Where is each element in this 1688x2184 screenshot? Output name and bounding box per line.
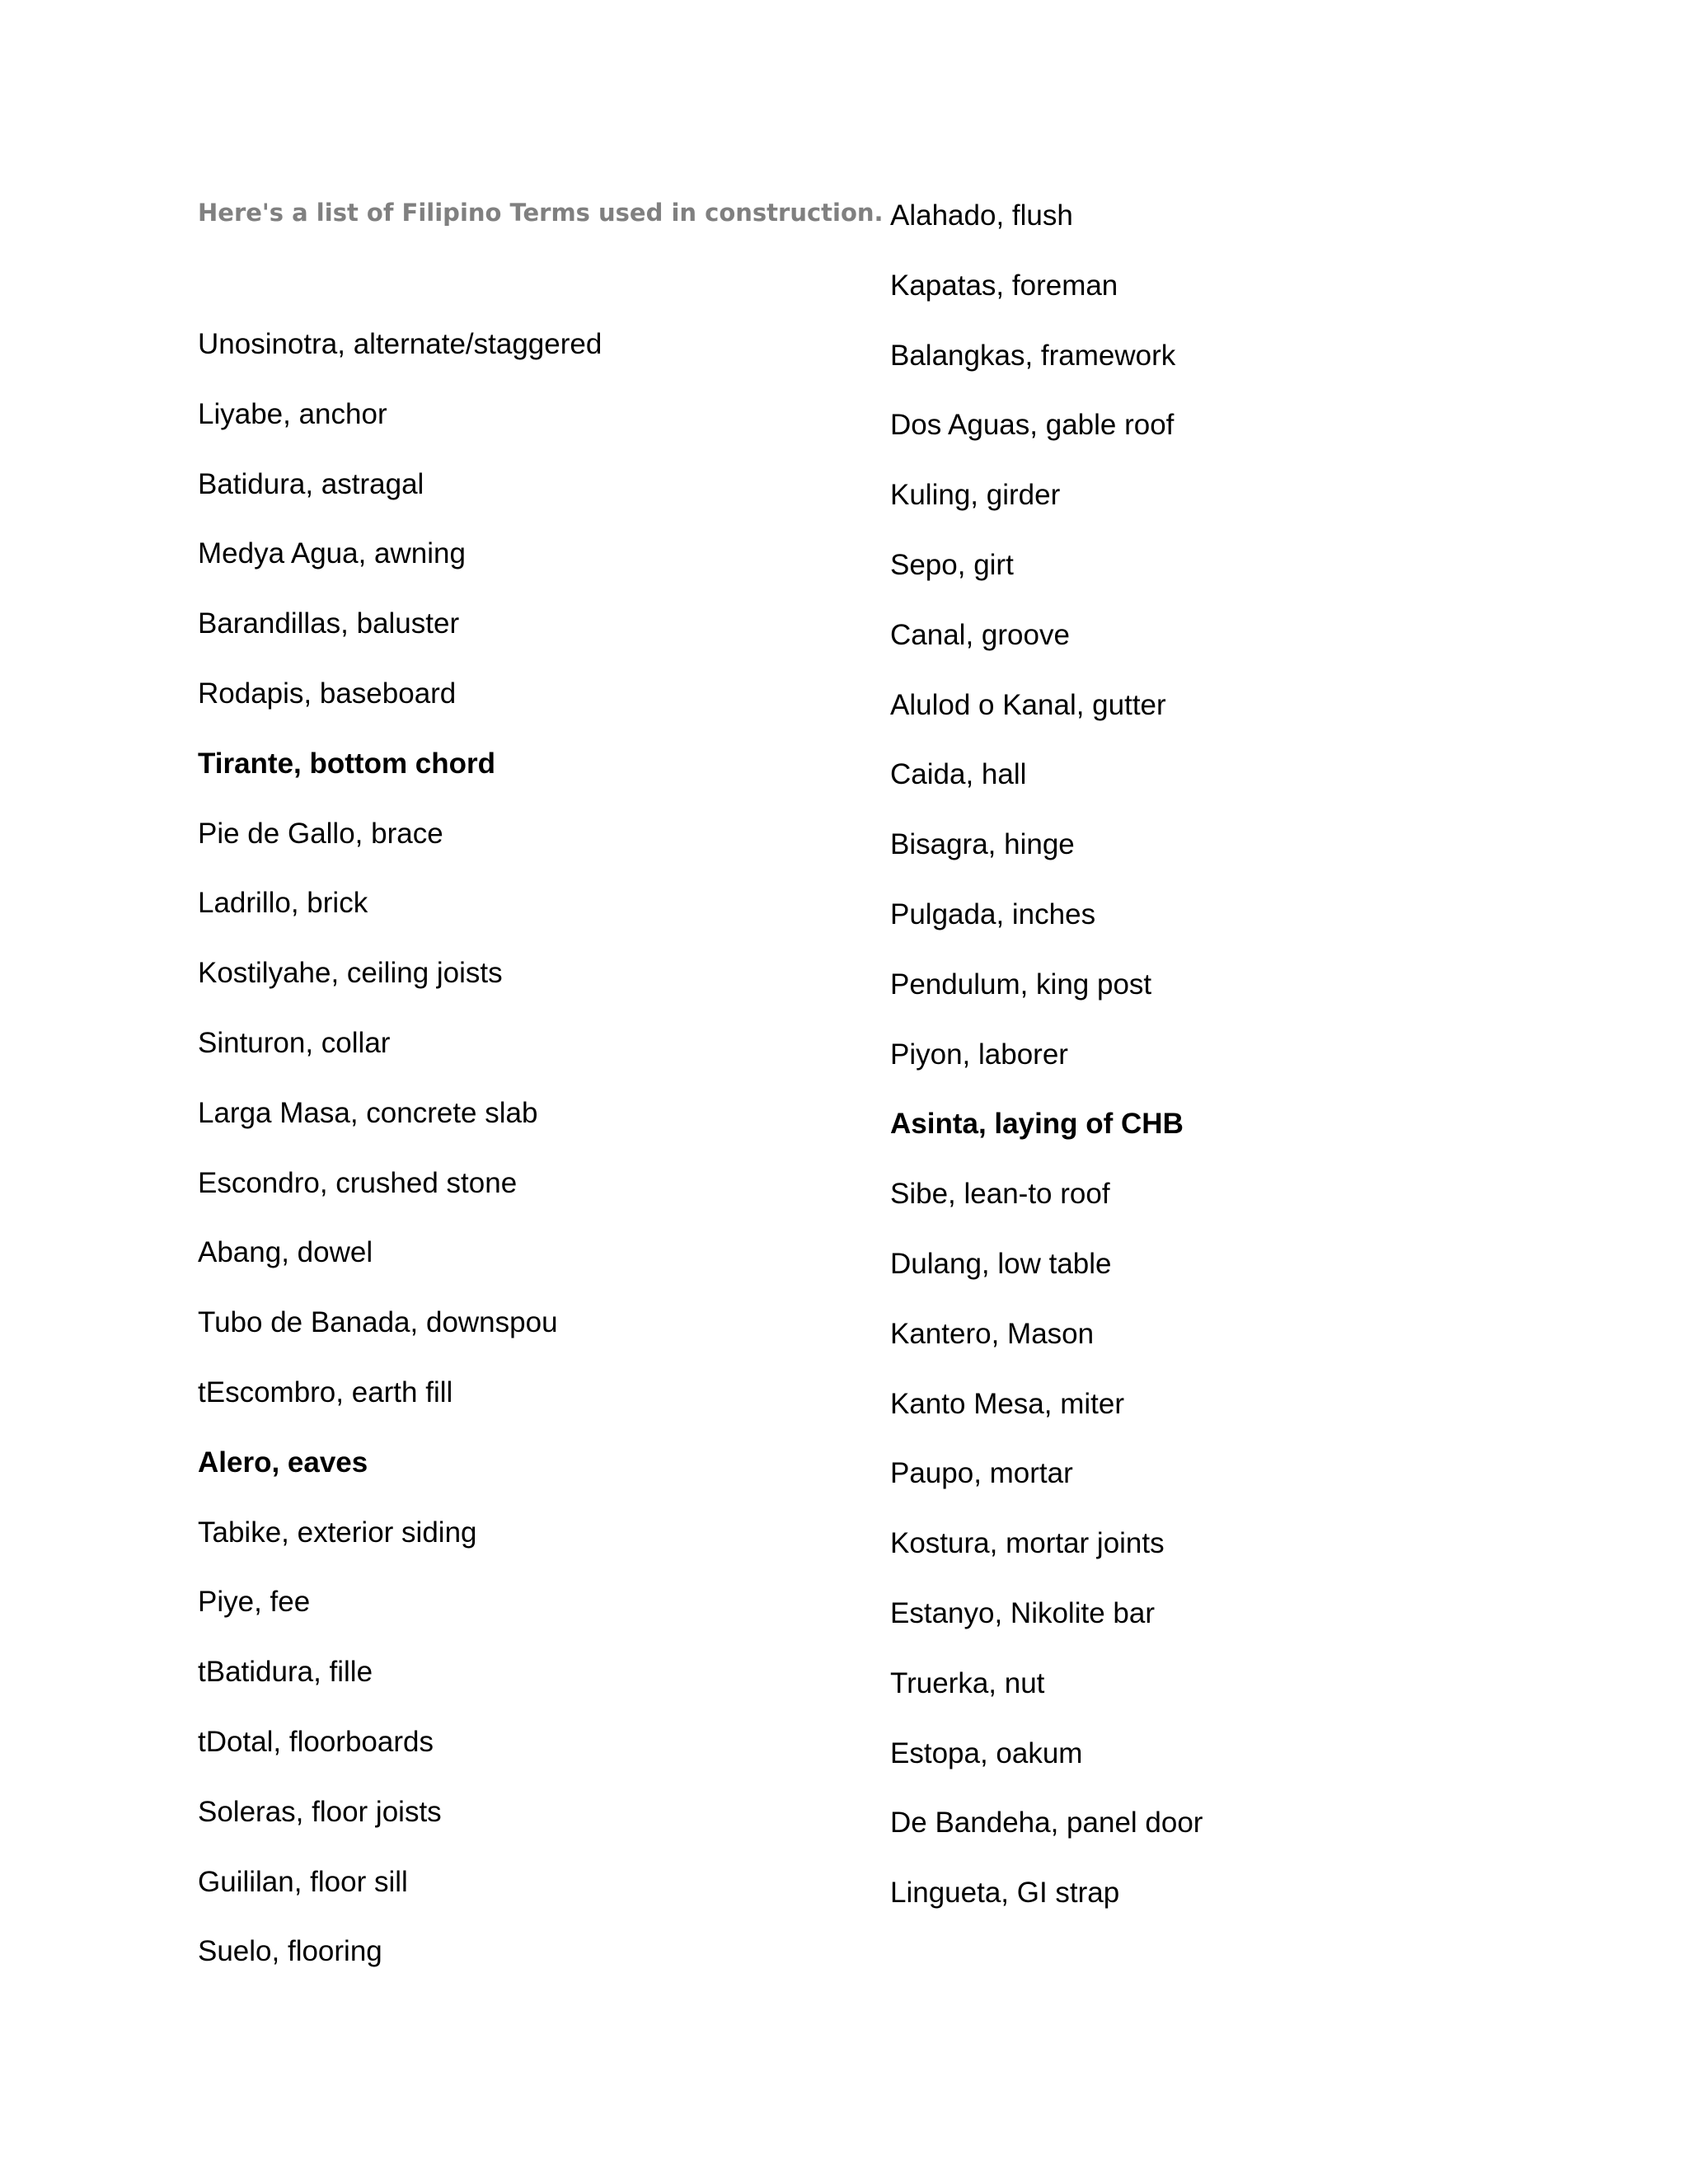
term-item: Dos Aguas, gable roof <box>890 409 1175 442</box>
term-item: Sinturon, collar <box>198 1026 391 1059</box>
term-item: Tirante, bottom chord <box>198 747 496 780</box>
term-item: Abang, dowel <box>198 1236 373 1269</box>
term-item: Kanto Mesa, miter <box>890 1387 1124 1420</box>
term-item: Medya Agua, awning <box>198 537 466 570</box>
term-item: Tubo de Banada, downspou <box>198 1306 558 1339</box>
term-item: De Bandeha, panel door <box>890 1807 1203 1840</box>
term-item: Caida, hall <box>890 758 1027 791</box>
left-term-column <box>198 326 841 2004</box>
term-item: tDotal, floorboards <box>198 1725 434 1758</box>
term-item: tEscombro, earth fill <box>198 1376 453 1408</box>
term-item: tBatidura, fille <box>198 1656 373 1689</box>
term-item: Rodapis, baseboard <box>198 677 457 710</box>
term-item: Lingueta, GI strap <box>890 1877 1120 1910</box>
term-item: Truerka, nut <box>890 1666 1045 1699</box>
term-item: Paupo, mortar <box>890 1457 1073 1490</box>
term-item: Sibe, lean-to roof <box>890 1178 1110 1211</box>
term-item: Balangkas, framework <box>890 339 1176 372</box>
term-item: Kostura, mortar joints <box>890 1527 1165 1560</box>
term-item: Liyabe, anchor <box>198 397 387 430</box>
term-item: Ladrillo, brick <box>198 887 368 920</box>
term-item: Soleras, floor joists <box>198 1795 442 1828</box>
term-item: Kantero, Mason <box>890 1317 1095 1350</box>
term-item: Estopa, oakum <box>890 1736 1083 1769</box>
term-item: Piye, fee <box>198 1586 311 1619</box>
term-item: Tabike, exterior siding <box>198 1516 477 1549</box>
term-item: Kapatas, foreman <box>890 269 1118 302</box>
term-item: Kuling, girder <box>890 479 1061 512</box>
term-item: Asinta, laying of CHB <box>890 1108 1184 1141</box>
term-item: Alulod o Kanal, gutter <box>890 688 1166 721</box>
term-item: Batidura, astragal <box>198 467 424 500</box>
term-item: Sepo, girt <box>890 548 1014 581</box>
term-item: Kostilyahe, ceiling joists <box>198 957 503 990</box>
term-item: Pulgada, inches <box>890 898 1096 930</box>
term-item: Unosinotra, alternate/staggered <box>198 328 603 360</box>
term-item: Estanyo, Nikolite bar <box>890 1596 1155 1629</box>
term-item: Piyon, laborer <box>890 1038 1068 1071</box>
term-item: Canal, groove <box>890 618 1070 651</box>
term-item: Bisagra, hinge <box>890 828 1075 861</box>
term-item: Alero, eaves <box>198 1446 368 1479</box>
term-item: Pendulum, king post <box>890 968 1152 1001</box>
term-item: Barandillas, baluster <box>198 607 460 640</box>
term-item: Larga Masa, concrete slab <box>198 1096 538 1129</box>
intro-text: Here's a list of Filipino Terms used in construction. <box>198 199 884 227</box>
right-term-column <box>890 198 1533 1945</box>
term-item: Pie de Gallo, brace <box>198 817 443 850</box>
term-item: Dulang, low table <box>890 1247 1112 1280</box>
term-item: Suelo, flooring <box>198 1935 382 1968</box>
term-item: Escondro, crushed stone <box>198 1166 518 1199</box>
term-item: Alahado, flush <box>890 199 1073 232</box>
term-item: Guililan, floor sill <box>198 1865 408 1898</box>
